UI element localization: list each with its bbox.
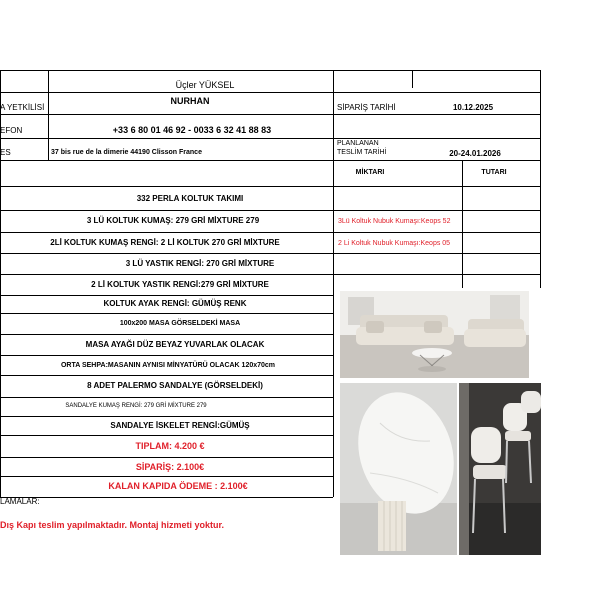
item-line: 8 ADET PALERMO SANDALYE (GÖRSELDEKİ) [87, 381, 263, 390]
remarks-label: LAMALAR: [0, 497, 40, 506]
item-note: 2 Li Koltuk Nubuk Kumaşı:Keops 05 [338, 240, 451, 247]
footer-note: Dış Kapı teslim yapılmaktadır. Montaj hizmeti yoktur. [0, 520, 225, 530]
total-amount: TIPLAM: 4.200 € [135, 441, 205, 451]
item-note: 3Lü Koltuk Nubuk Kumaşı:Keops 52 [338, 218, 451, 225]
item-line: 3 LÜ KOLTUK KUMAŞ: 279 GRİ MİXTURE 279 [86, 216, 260, 225]
item-line: KOLTUK AYAK RENGİ: GÜMÜŞ RENK [103, 299, 247, 308]
contact-label: A YETKİLİSİ [0, 103, 45, 112]
item-line: 332 PERLA KOLTUK TAKIMI [136, 194, 244, 203]
item-line: 3 LÜ YASTIK RENGİ: 270 GRİ MİXTURE [125, 259, 275, 268]
phone-number: +33 6 80 01 46 92 - 0033 6 32 41 88 83 [112, 125, 272, 135]
item-line: 100x200 MASA GÖRSELDEKİ MASA [119, 320, 241, 327]
item-line: ORTA SEHPA:MASANIN AYNISI MİNYATÜRÜ OLACAK 120x70cm [60, 362, 276, 369]
deposit-amount: SİPARİŞ: 2.100€ [135, 462, 205, 472]
order-date-label: SİPARİŞ TARİHİ [337, 103, 396, 112]
planned-delivery-date: 20-24.01.2026 [449, 149, 501, 158]
remaining-amount: KALAN KAPIDA ÖDEME : 2.100€ [108, 481, 248, 491]
order-date: 10.12.2025 [452, 103, 494, 112]
address: 37 bis rue de la dimerie 44190 Clisson France [51, 149, 202, 156]
chairs-photo [459, 383, 541, 555]
phone-label: EFON [0, 126, 23, 135]
planned-delivery-label-2: TESLİM TARİHİ [337, 149, 387, 156]
planned-delivery-label-1: PLANLANAN [337, 140, 379, 147]
address-label: ES [0, 148, 11, 157]
contact-name: NURHAN [170, 96, 210, 106]
item-line: SANDALYE KUMAŞ RENGİ: 279 GRİ MİXTURE 279 [65, 403, 207, 409]
company-name: Üçler YÜKSEL [175, 80, 235, 90]
dining-table-photo [340, 383, 457, 555]
item-line: MASA AYAĞI DÜZ BEYAZ YUVARLAK OLACAK [85, 340, 265, 349]
item-line: 2 Lİ KOLTUK YASTIK RENGİ:279 GRİ MİXTURE [91, 280, 269, 289]
quantity-column-header: MİKTARI [355, 169, 385, 176]
item-line: 2Lİ KOLTUK KUMAŞ RENGİ: 2 Lİ KOLTUK 270 GRİ MİXTURE [50, 238, 280, 247]
item-line: SANDALYE İSKELET RENGİ:GÜMÜŞ [110, 421, 250, 430]
total-column-header: TUTARI [481, 169, 507, 176]
sofa-set-photo [340, 291, 529, 378]
